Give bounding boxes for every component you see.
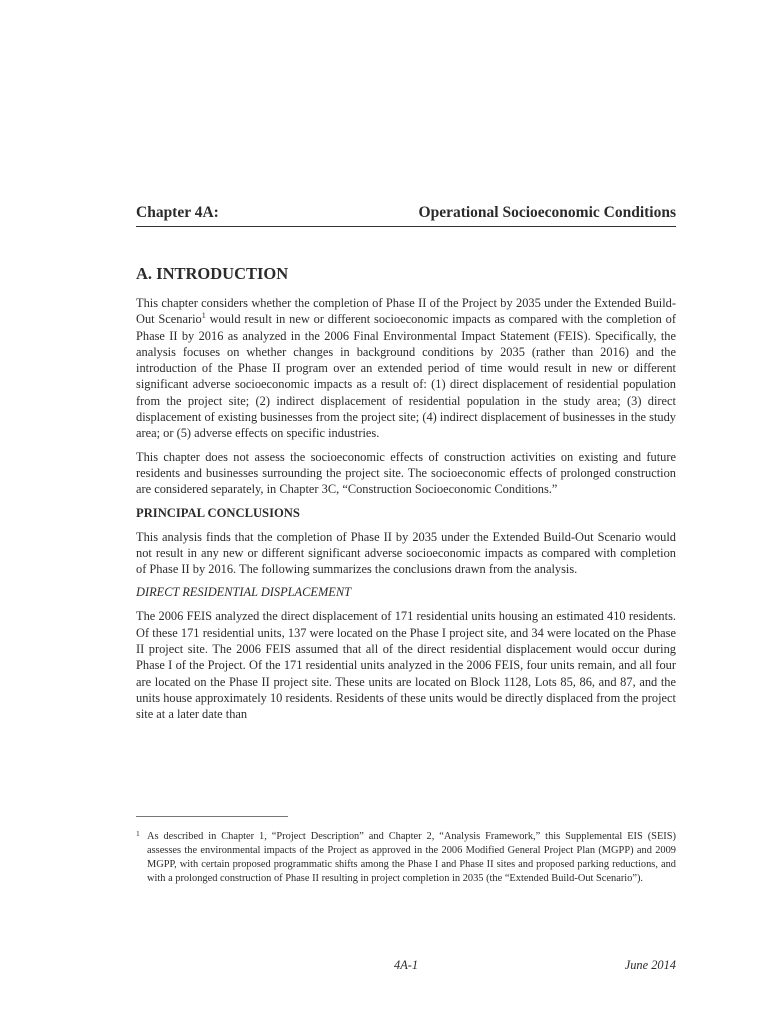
- intro-p1-text-b: would result in new or different socioeconomic impacts as compared with the completion of Phase II by 2016 as analyzed in the 2006 Final Environmental Impact Statement (FEIS). Specifically, the analysis focuses on whether changes in background conditions by 2035 (rather than 2016) and the introduction of the Phase II program over an extended period of time would result in new or different significant adverse socioeconomic impacts as a result of: (1) direct displacement of residential population from the project site; (2) indirect displacement of residential population in the study area; (3) direct displacement of existing businesses from the project site; (4) indirect displacement of businesses in the study area; or (5) adverse effects on specific industries.: [136, 312, 676, 441]
- principal-conclusions-paragraph: This analysis finds that the completion of Phase II by 2035 under the Extended Build-Out Scenario would not result in any new or different significant adverse socioeconomic impacts as compared with completion of Phase II by 2016. The following summarizes the conclusions drawn from the analysis.: [136, 529, 676, 577]
- intro-paragraph-2: This chapter does not assess the socioeconomic effects of construction activities on existing and future residents and businesses surrounding the project site. The socioeconomic effects of prolonged construction are considered separately, in Chapter 3C, “Construction Socioeconomic Conditions.”: [136, 449, 676, 497]
- footnote: [136, 830, 676, 886]
- intro-paragraph-1: [136, 295, 676, 442]
- direct-residential-displacement-heading: DIRECT RESIDENTIAL DISPLACEMENT: [136, 585, 352, 600]
- footnote-text: As described in Chapter 1, “Project Description” and Chapter 2, “Analysis Framework,” this Supplemental EIS (SEIS) assesses the environmental impacts of the Project as approved in the 2006 Modified General Project Plan (MGPP) and 2009 MGPP, with certain proposed programmatic shifts among the Phase I and Phase II sites and proposed parking reductions, and with a prolonged construction of Phase II resulting in project completion in 2035 (the “Extended Build-Out Scenario”).: [147, 831, 676, 884]
- footnote-mark: 1: [136, 829, 140, 838]
- principal-conclusions-heading: PRINCIPAL CONCLUSIONS: [136, 505, 300, 520]
- direct-residential-displacement-paragraph: The 2006 FEIS analyzed the direct displacement of 171 residential units housing an estimated 410 residents. Of these 171 residential units, 137 were located on the Phase I project site, and 34 were located on the Phase II project site. The 2006 FEIS assumed that all of the direct residential displacement would occur during Phase I of the Project. Of the 171 residential units analyzed in the 2006 FEIS, four units remain, and all four are located on the Phase II project site. These units are located on Block 1128, Lots 85, 86, and 87, and the units house approximately 10 residents. Residents of these units would be directly displaced from the project site at a later date than: [136, 609, 676, 722]
- footnote-divider: [136, 816, 288, 817]
- intro-p1-text-a: This chapter considers whether the completion of Phase II of the Project by 2035 under the Extended Build-Out Scenario: [136, 296, 676, 327]
- page-number: 4A-1: [394, 958, 419, 972]
- section-heading: A. INTRODUCTION: [136, 264, 289, 283]
- body-content: [136, 264, 676, 730]
- running-header: [136, 200, 676, 227]
- chapter-title: Operational Socioeconomic Conditions: [418, 204, 676, 221]
- footnote-reference: 1: [201, 311, 206, 321]
- chapter-label: Chapter 4A:: [136, 204, 219, 221]
- page-footer: [136, 958, 676, 976]
- footer-date: June 2014: [624, 958, 676, 972]
